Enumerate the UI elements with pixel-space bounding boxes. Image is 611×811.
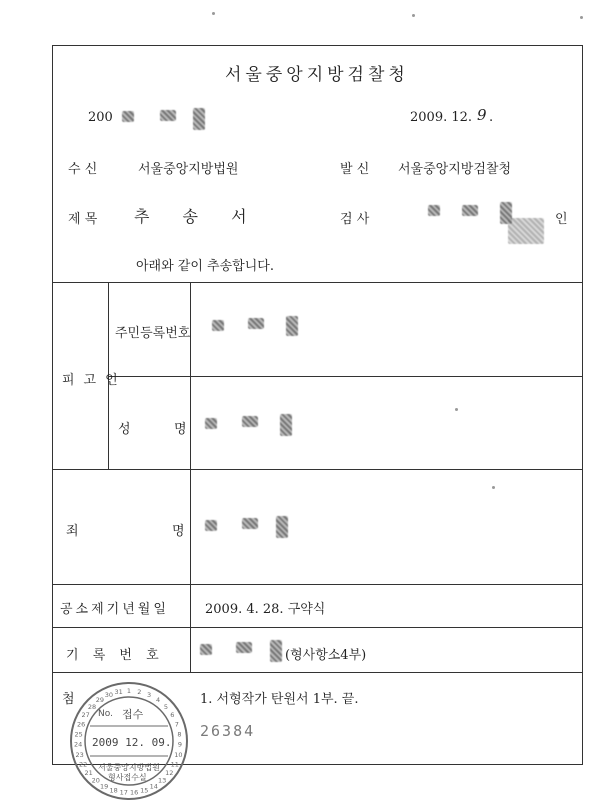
redacted-mark — [242, 416, 258, 427]
recipient-value: 서울중앙지방법원 — [138, 162, 239, 177]
redacted-mark — [270, 640, 282, 662]
paper-speck — [580, 16, 583, 19]
stamp-ring-number: 7 — [174, 720, 179, 729]
redacted-mark — [276, 516, 288, 538]
stamp-receipt-word: 접수 — [122, 708, 144, 721]
stamp-ring-number: 10 — [174, 750, 183, 759]
subject-label: 제 목 — [68, 212, 98, 227]
stamp-ring-number: 17 — [119, 788, 128, 797]
stamp-org-line1: 서울중앙지방법원 — [98, 763, 160, 772]
resident-id-label: 주민등록번호 — [115, 326, 191, 341]
doc-number-prefix: 200 — [88, 110, 113, 125]
stamp-ring-number: 6 — [170, 711, 175, 719]
stamp-org-line2: 형사접수실 — [108, 773, 147, 782]
stamp-ring-number: 29 — [95, 696, 105, 705]
divider-charge — [52, 584, 583, 585]
prosecutor-seal-image — [508, 218, 544, 244]
redacted-mark — [122, 111, 134, 122]
redacted-mark — [280, 414, 292, 436]
redacted-mark — [205, 520, 217, 531]
redacted-mark — [242, 518, 258, 529]
redacted-mark — [160, 110, 176, 121]
stamp-ring-number: 20 — [91, 776, 100, 785]
stamp-ring-number: 4 — [156, 696, 161, 705]
stamp-ring-number: 16 — [130, 788, 139, 797]
redacted-mark — [428, 205, 440, 216]
document-date-suffix: . — [489, 110, 494, 125]
divider-defendant — [52, 469, 583, 470]
attachment-label: 첨 — [62, 692, 75, 707]
divider-record — [52, 672, 583, 673]
receipt-number: 26384 — [200, 722, 256, 740]
stamp-no-label: No. — [98, 709, 113, 719]
stamp-ring-number: 30 — [104, 691, 114, 700]
record-number-label: 기 록 번 호 — [66, 648, 164, 663]
sender-value: 서울중앙지방검찰청 — [398, 162, 512, 177]
stamp-ring-number: 3 — [147, 691, 152, 700]
attachment-item: 1. 서형작가 탄원서 1부. 끝. — [200, 692, 359, 707]
name-label-second: 명 — [174, 422, 187, 437]
stamp-date: 2009 12. 09. — [92, 736, 172, 749]
document-date: 2009. 12. — [410, 110, 473, 125]
record-number-suffix: (형사항소4부) — [285, 648, 367, 663]
stamp-ring-number: 24 — [73, 740, 83, 749]
recipient-label: 수 신 — [68, 162, 98, 177]
redacted-mark — [286, 316, 298, 336]
stamp-ring-number: 5 — [163, 702, 169, 711]
name-label-first: 성 — [118, 422, 131, 437]
redacted-mark — [205, 418, 217, 429]
charge-label-first: 죄 — [66, 524, 79, 539]
filing-date-value: 2009. 4. 28. 구약식 — [205, 602, 326, 617]
stamp-ring-number: 23 — [75, 750, 84, 759]
intro-text: 아래와 같이 추송합니다. — [136, 259, 274, 274]
stamp-ring-number: 18 — [109, 786, 118, 795]
stamp-ring-number: 12 — [165, 769, 174, 778]
redacted-mark — [212, 320, 224, 331]
stamp-ring-number: 22 — [79, 760, 88, 769]
stamp-ring-number: 8 — [177, 730, 182, 739]
redacted-mark — [248, 318, 264, 329]
paper-speck — [412, 14, 415, 17]
paper-speck — [492, 486, 495, 489]
stamp-ring-number: 15 — [140, 786, 149, 795]
stamp-ring-number: 11 — [170, 760, 179, 769]
stamp-ring-number: 26 — [77, 720, 86, 729]
defendant-section-label: 피고인 — [62, 373, 127, 388]
sender-label: 발 신 — [340, 162, 370, 177]
seal-character: 인 — [555, 212, 568, 227]
divider-header — [52, 282, 583, 283]
stamp-ring-number: 1 — [126, 687, 132, 695]
redacted-mark — [236, 642, 252, 653]
document-date-day: 9 — [477, 106, 487, 124]
divider-statute — [52, 627, 583, 628]
paper-speck — [455, 408, 458, 411]
stamp-ring-number: 19 — [100, 782, 109, 791]
stamp-ring-number: 21 — [84, 769, 93, 778]
paper-speck — [212, 12, 215, 15]
receipt-stamp — [68, 680, 190, 802]
stamp-ring-number: 13 — [158, 776, 167, 785]
subject-value: 추 송 서 — [134, 207, 261, 226]
prosecutor-label: 검 사 — [340, 212, 370, 227]
stamp-ring-number: 14 — [149, 782, 158, 791]
redacted-mark — [462, 205, 478, 216]
redacted-mark — [193, 108, 205, 130]
redacted-mark — [200, 644, 212, 655]
stamp-ring-number: 2 — [137, 688, 142, 696]
charge-label-second: 명 — [172, 524, 185, 539]
stamp-ring-number: 28 — [87, 702, 97, 711]
divider-defendant-rows — [108, 376, 583, 377]
page-title: 서울중앙지방검찰청 — [225, 65, 409, 85]
stamp-ring-number: 25 — [74, 730, 83, 739]
filing-date-label: 공소제기년월일 — [60, 602, 169, 617]
stamp-ring-number: 31 — [114, 688, 123, 696]
stamp-ring-number: 9 — [177, 740, 182, 749]
stamp-ring-number: 27 — [81, 711, 90, 719]
